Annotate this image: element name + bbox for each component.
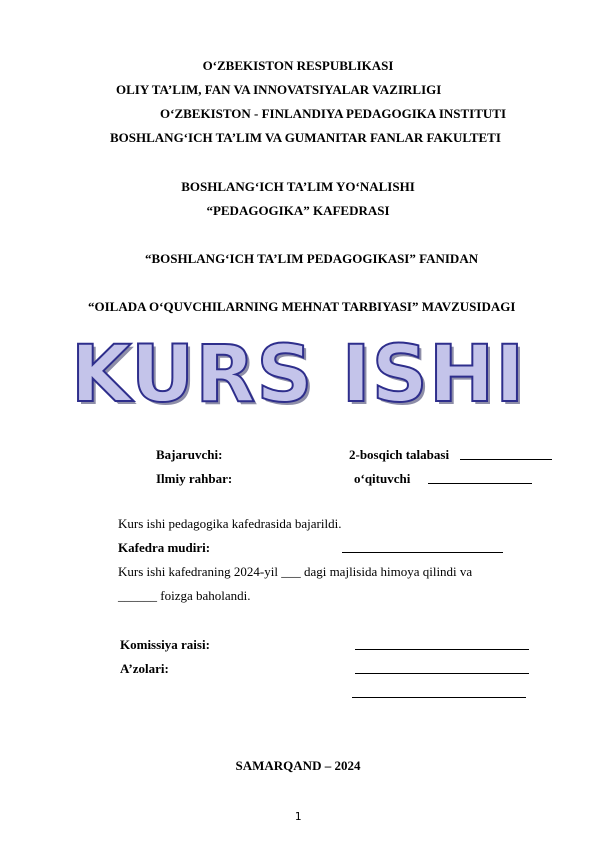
commission-chair-label: Komissiya raisi: [120, 637, 210, 652]
performer-label: Bajaruvchi: [156, 447, 223, 462]
completion-note: Kurs ishi pedagogika kafedrasida bajarildi. [118, 516, 342, 531]
document-title: KURS ISHI [70, 330, 526, 420]
advisor-signature-line [428, 483, 532, 484]
grade-note: ______ foizga baholandi. [118, 588, 251, 603]
kafedra-head-signature-line [342, 552, 503, 553]
commission-member-line-2 [352, 697, 526, 698]
page-number: 1 [294, 810, 302, 823]
kafedra-name: “PEDAGOGIKA” KAFEDRASI [206, 203, 390, 218]
topic-line: “OILADA O‘QUVCHILARNING MEHNAT TARBIYASI” MAVZUSIDAGI [88, 299, 516, 314]
defense-note: Kurs ishi kafedraning 2024-yil ___ dagi majlisida himoya qilindi va [118, 564, 473, 579]
faculty-name: BOSHLANG‘ICH TA’LIM VA GUMANITAR FANLAR FAKULTETI [110, 130, 501, 145]
commission-member-line-1 [355, 673, 529, 674]
direction-name: BOSHLANG‘ICH TA’LIM YO‘NALISHI [181, 179, 415, 194]
advisor-value: o‘qituvchi [354, 471, 411, 486]
kafedra-head-label: Kafedra mudiri: [118, 540, 211, 555]
commission-members-label: A’zolari: [120, 661, 169, 676]
performer-signature-line [460, 459, 552, 460]
ministry-republic: O‘ZBEKISTON RESPUBLIKASI [202, 58, 394, 73]
city-year: SAMARQAND – 2024 [235, 758, 361, 773]
ministry-name: OLIY TA’LIM, FAN VA INNOVATSIYALAR VAZIRLIGI [116, 82, 442, 97]
commission-chair-signature-line [355, 649, 529, 650]
institute-name: O‘ZBEKISTON - FINLANDIYA PEDAGOGIKA INSTITUTI [160, 106, 507, 121]
subject-line: “BOSHLANG‘ICH TA’LIM PEDAGOGIKASI” FANIDAN [145, 251, 479, 266]
advisor-label: Ilmiy rahbar: [156, 471, 233, 486]
performer-value: 2-bosqich talabasi [349, 447, 450, 462]
